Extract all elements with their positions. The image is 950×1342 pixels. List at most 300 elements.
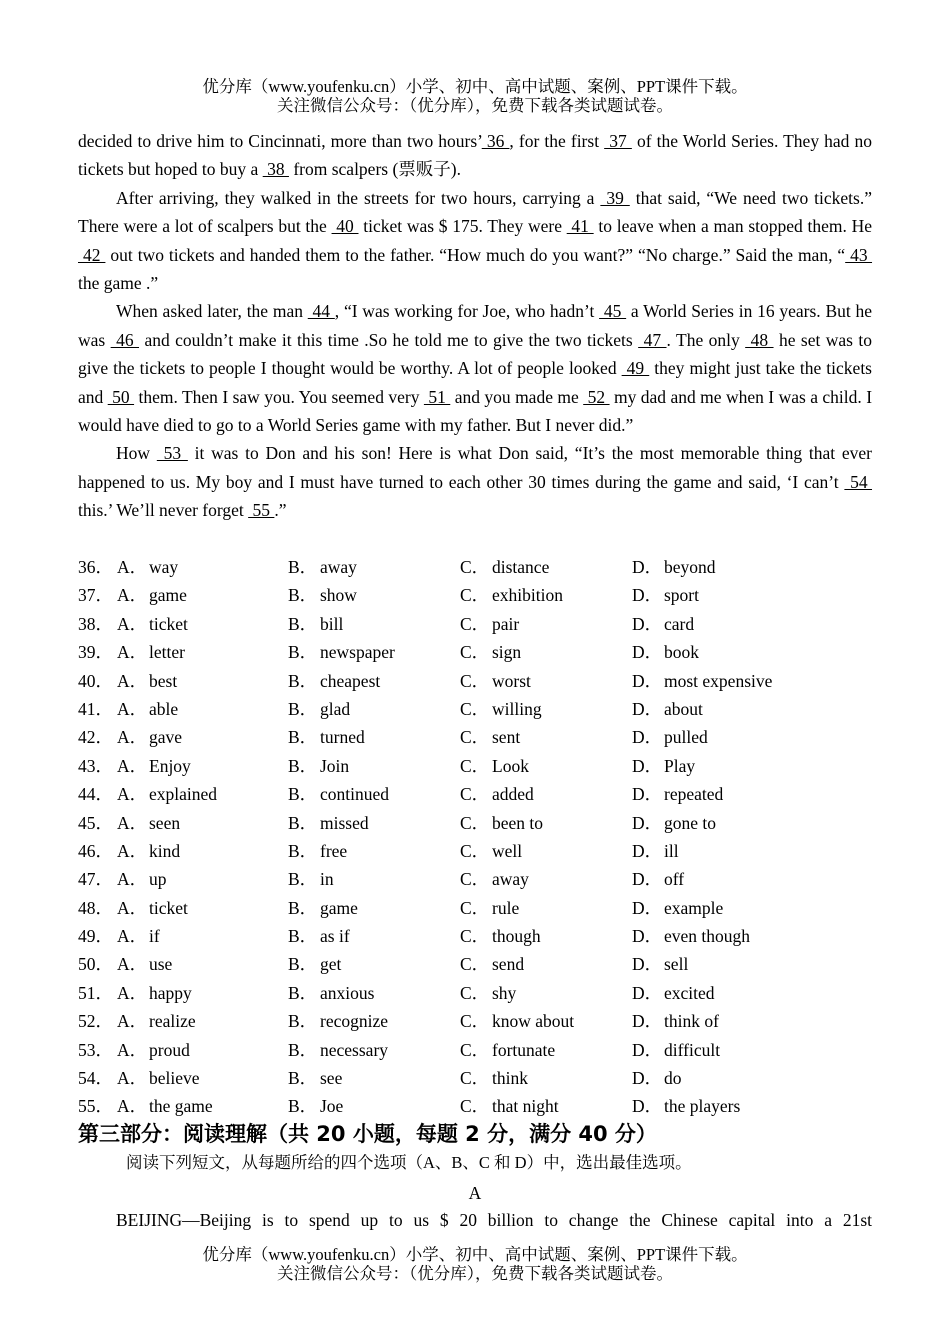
option-row — [78, 1007, 872, 1035]
option-letter-c: C． — [460, 642, 490, 663]
option-col-a — [78, 894, 288, 922]
option-col-a — [78, 809, 288, 837]
passage-text: it was to Don and his son! Here is what Don said, “It’s the most memorable thing that ever happened to us. My boy and I must have turned to each other 30 times during the game and said, ‘I can’t — [78, 443, 873, 492]
option-letter-b: B． — [288, 727, 318, 748]
option-b: see — [320, 1068, 343, 1089]
passage-a-first-line: BEIJING—Beijing is to spend up to us $ 20 billion to change the Chinese capital into a 21st — [116, 1210, 872, 1230]
option-letter-b: B． — [288, 585, 318, 606]
option-d: repeated — [664, 784, 724, 805]
option-col-d — [632, 979, 872, 1007]
option-letter-b: B． — [288, 1096, 318, 1117]
option-col-c — [460, 1036, 632, 1064]
option-col-b — [288, 1036, 460, 1064]
option-col-c — [460, 1007, 632, 1035]
option-letter-d: D． — [632, 642, 663, 663]
question-number: 40． — [78, 670, 113, 691]
option-c: distance — [492, 557, 550, 577]
option-letter-d: D． — [632, 1011, 663, 1032]
passage-text: from scalpers (票贩子). — [288, 159, 461, 180]
option-c: exhibition — [492, 585, 563, 606]
option-c: been to — [492, 812, 544, 833]
option-a: happy — [149, 982, 192, 1003]
option-letter-a: A． — [117, 755, 148, 776]
option-d: ill — [664, 840, 679, 861]
question-number: 51． — [78, 982, 113, 1003]
blank-39: 39 — [600, 187, 630, 208]
option-a: up — [149, 869, 167, 890]
option-b: anxious — [320, 982, 375, 1003]
option-a: able — [149, 698, 179, 719]
option-letter-d: D． — [632, 840, 663, 861]
option-col-d — [632, 780, 872, 808]
option-col-c — [460, 780, 632, 808]
option-col-a — [78, 950, 288, 978]
option-letter-d: D． — [632, 982, 663, 1003]
option-b: Joe — [320, 1096, 344, 1117]
option-letter-c: C． — [460, 755, 490, 776]
option-col-d — [632, 922, 872, 950]
passage-text: How — [116, 443, 157, 464]
option-b: Join — [320, 755, 350, 776]
option-letter-c: C． — [460, 784, 490, 805]
question-number: 54． — [78, 1068, 113, 1089]
passage-text: decided to drive him to Cincinnati, more than two hours’ — [78, 131, 482, 151]
option-c: sign — [492, 642, 522, 663]
option-letter-d: D． — [632, 698, 663, 719]
option-letter-a: A． — [117, 926, 148, 947]
passage-text: and you made me — [450, 386, 584, 407]
passage-text: When asked later, the man — [116, 301, 308, 322]
option-letter-c: C． — [460, 557, 490, 577]
option-col-c — [460, 752, 632, 780]
option-col-a — [78, 581, 288, 609]
option-letter-a: A． — [117, 784, 148, 805]
option-a: ticket — [149, 613, 188, 634]
question-number: 43． — [78, 755, 113, 776]
option-a: best — [149, 670, 178, 691]
option-col-a — [78, 610, 288, 638]
option-c: think — [492, 1068, 528, 1089]
option-d: example — [664, 897, 724, 918]
option-col-c — [460, 950, 632, 978]
option-col-d — [632, 610, 872, 638]
blank-46: 46 — [110, 329, 140, 350]
option-letter-c: C． — [460, 727, 490, 748]
option-d: gone to — [664, 812, 717, 833]
option-col-c — [460, 837, 632, 865]
option-letter-d: D． — [632, 926, 663, 947]
option-col-b — [288, 1092, 460, 1120]
blank-47: 47 — [638, 329, 667, 350]
option-row — [78, 553, 872, 581]
option-row — [78, 894, 872, 922]
option-letter-b: B． — [288, 926, 318, 947]
blank-36: 36 — [481, 131, 510, 151]
option-col-c — [460, 922, 632, 950]
option-letter-a: A． — [117, 954, 148, 975]
footer-line-2: 关注微信公众号：（优分库），免费下载各类试题试卷。 — [277, 1264, 673, 1283]
option-letter-d: D． — [632, 557, 663, 577]
option-col-d — [632, 1007, 872, 1035]
option-row — [78, 979, 872, 1007]
option-letter-b: B． — [288, 784, 318, 805]
footer-line-1: 优分库（www.youfenku.cn）小学、初中、高中试题、案例、PPT课件下载。 — [202, 1245, 748, 1264]
option-letter-a: A． — [117, 1039, 148, 1060]
option-col-c — [460, 723, 632, 751]
option-col-a — [78, 638, 288, 666]
option-col-b — [288, 950, 460, 978]
option-a: letter — [149, 642, 185, 663]
option-b: free — [320, 840, 348, 861]
passage-text: the game .” — [78, 273, 159, 294]
option-letter-a: A． — [117, 897, 148, 918]
option-col-c — [460, 894, 632, 922]
option-c: sent — [492, 727, 521, 748]
option-col-c — [460, 1064, 632, 1092]
passage-paragraph-1 — [78, 127, 872, 184]
option-col-b — [288, 780, 460, 808]
option-a: explained — [149, 784, 218, 805]
option-letter-b: B． — [288, 613, 318, 634]
option-row — [78, 1092, 872, 1120]
option-col-b — [288, 894, 460, 922]
blank-51: 51 — [423, 386, 451, 407]
option-c: pair — [492, 613, 520, 634]
blank-43: 43 — [845, 244, 873, 265]
option-col-d — [632, 695, 872, 723]
option-d: book — [664, 642, 699, 663]
option-letter-d: D． — [632, 1068, 663, 1089]
question-number: 36． — [78, 557, 113, 577]
option-row — [78, 1064, 872, 1092]
option-col-c — [460, 979, 632, 1007]
option-letter-b: B． — [288, 1011, 318, 1032]
option-b: away — [320, 557, 357, 577]
option-col-b — [288, 979, 460, 1007]
option-col-d — [632, 865, 872, 893]
passage-text: they might just take the tickets and — [78, 358, 872, 407]
option-a: seen — [149, 812, 181, 833]
option-d: sell — [664, 954, 689, 975]
option-col-b — [288, 610, 460, 638]
option-col-a — [78, 1007, 288, 1035]
option-col-b — [288, 553, 460, 581]
option-col-c — [460, 581, 632, 609]
option-col-d — [632, 1064, 872, 1092]
passage-text: , for the first — [509, 131, 605, 151]
option-letter-b: B． — [288, 1039, 318, 1060]
option-letter-a: A． — [117, 557, 148, 577]
blank-38: 38 — [262, 159, 289, 180]
passage-paragraph-4 — [78, 439, 872, 524]
option-letter-d: D． — [632, 869, 663, 890]
option-d: pulled — [664, 727, 708, 748]
option-col-d — [632, 950, 872, 978]
option-col-b — [288, 723, 460, 751]
option-c: Look — [492, 755, 529, 776]
option-c: willing — [492, 698, 542, 719]
passage-text: and couldn’t make it this time .So he told me to give the two tickets — [139, 329, 639, 350]
passage-text: . The only — [666, 329, 746, 350]
option-col-a — [78, 922, 288, 950]
option-col-a — [78, 780, 288, 808]
option-letter-b: B． — [288, 642, 318, 663]
option-col-d — [632, 1036, 872, 1064]
option-row — [78, 695, 872, 723]
option-col-d — [632, 638, 872, 666]
option-col-b — [288, 922, 460, 950]
option-col-d — [632, 894, 872, 922]
option-d: Play — [664, 755, 696, 776]
question-number: 41． — [78, 698, 113, 719]
question-number: 39． — [78, 642, 113, 663]
option-letter-c: C． — [460, 812, 490, 833]
option-letter-a: A． — [117, 698, 148, 719]
option-b: continued — [320, 784, 390, 805]
passage-text: my dad and me when I was a child. I would have died to go to a World Series game with my father. But I never did.” — [78, 386, 873, 436]
option-a: game — [149, 585, 187, 606]
question-number: 52． — [78, 1011, 113, 1032]
question-number: 45． — [78, 812, 113, 833]
option-letter-c: C． — [460, 670, 490, 691]
option-col-d — [632, 667, 872, 695]
question-number: 55． — [78, 1096, 113, 1117]
passage-text: After arriving, they walked in the streets for two hours, carrying a — [116, 187, 601, 208]
option-col-c — [460, 638, 632, 666]
option-letter-d: D． — [632, 1096, 663, 1117]
option-a: gave — [149, 727, 183, 748]
option-letter-a: A． — [117, 812, 148, 833]
option-d: sport — [664, 585, 699, 606]
option-letter-b: B． — [288, 755, 318, 776]
question-number: 53． — [78, 1039, 113, 1060]
question-number: 48． — [78, 897, 113, 918]
option-col-a — [78, 723, 288, 751]
option-col-a — [78, 1064, 288, 1092]
page-footer — [0, 1245, 950, 1283]
option-c: away — [492, 869, 529, 890]
option-col-b — [288, 752, 460, 780]
blank-41: 41 — [566, 216, 594, 237]
option-col-b — [288, 638, 460, 666]
option-a: realize — [149, 1011, 196, 1032]
option-col-b — [288, 809, 460, 837]
option-col-d — [632, 553, 872, 581]
option-c: worst — [492, 670, 531, 691]
option-c: though — [492, 926, 541, 947]
option-letter-b: B． — [288, 840, 318, 861]
option-a: the game — [149, 1096, 213, 1117]
option-c: know about — [492, 1011, 575, 1032]
option-letter-d: D． — [632, 1039, 663, 1060]
option-row — [78, 922, 872, 950]
option-col-a — [78, 553, 288, 581]
blank-55: 55 — [248, 500, 275, 521]
option-c: fortunate — [492, 1039, 556, 1060]
option-col-a — [78, 695, 288, 723]
option-letter-d: D． — [632, 727, 663, 748]
option-row — [78, 837, 872, 865]
blank-37: 37 — [604, 131, 632, 151]
passage-text: this.’ We’ll never forget — [78, 500, 249, 521]
option-col-c — [460, 553, 632, 581]
option-col-a — [78, 1036, 288, 1064]
option-letter-d: D． — [632, 897, 663, 918]
option-a: ticket — [149, 897, 188, 918]
option-letter-a: A． — [117, 727, 148, 748]
option-letter-a: A． — [117, 982, 148, 1003]
option-col-a — [78, 752, 288, 780]
option-d: do — [664, 1068, 682, 1089]
option-d: difficult — [664, 1039, 721, 1060]
option-b: missed — [320, 812, 369, 833]
option-d: off — [664, 869, 685, 890]
option-c: added — [492, 784, 534, 805]
option-a: believe — [149, 1068, 200, 1089]
option-col-d — [632, 1092, 872, 1120]
option-col-a — [78, 667, 288, 695]
blank-50: 50 — [107, 386, 135, 407]
option-col-d — [632, 723, 872, 751]
question-number: 37． — [78, 585, 113, 606]
option-d: think of — [664, 1011, 719, 1032]
option-letter-d: D． — [632, 784, 663, 805]
option-b: glad — [320, 698, 351, 719]
blank-54: 54 — [844, 471, 873, 492]
answer-options — [78, 553, 872, 1121]
passage-paragraph-3 — [78, 297, 872, 439]
option-col-c — [460, 695, 632, 723]
option-a: if — [149, 926, 160, 947]
option-col-b — [288, 1007, 460, 1035]
question-number: 49． — [78, 926, 113, 947]
passage-text: a World Series in 16 years. But he was — [78, 301, 873, 350]
option-letter-c: C． — [460, 698, 490, 719]
option-letter-a: A． — [117, 585, 148, 606]
section-3-title: 第三部分：阅读理解（共 20 小题，每题 2 分，满分 40 分） — [78, 1122, 657, 1146]
passage-paragraph-2 — [78, 184, 872, 298]
option-b: get — [320, 954, 342, 975]
option-b: as if — [320, 926, 350, 947]
option-letter-b: B． — [288, 982, 318, 1003]
option-a: proud — [149, 1039, 190, 1060]
option-col-d — [632, 809, 872, 837]
option-c: that night — [492, 1096, 559, 1117]
option-d: most expensive — [664, 670, 773, 691]
blank-48: 48 — [745, 329, 774, 350]
option-col-c — [460, 865, 632, 893]
option-letter-a: A． — [117, 642, 148, 663]
option-col-b — [288, 837, 460, 865]
blank-42: 42 — [78, 244, 106, 265]
option-c: send — [492, 954, 525, 975]
option-letter-a: A． — [117, 1096, 148, 1117]
option-col-c — [460, 809, 632, 837]
header-line-2: 关注微信公众号：（优分库），免费下载各类试题试卷。 — [277, 96, 673, 115]
option-letter-d: D． — [632, 954, 663, 975]
option-col-a — [78, 1092, 288, 1120]
option-row — [78, 780, 872, 808]
passage-a-heading: A — [468, 1183, 482, 1203]
option-letter-a: A． — [117, 869, 148, 890]
option-d: the players — [664, 1096, 741, 1117]
passage-text: out two tickets and handed them to the father. “How much do you want?” “No charge.” Said the man, “ — [105, 244, 846, 265]
passage-text: he set was to give the tickets to people I thought would be worthy. A lot of people looked — [78, 329, 873, 379]
option-col-a — [78, 837, 288, 865]
option-letter-b: B． — [288, 897, 318, 918]
option-row — [78, 865, 872, 893]
option-row — [78, 950, 872, 978]
cloze-passage — [78, 127, 872, 525]
option-letter-d: D． — [632, 585, 663, 606]
option-b: game — [320, 897, 358, 918]
option-row — [78, 581, 872, 609]
option-letter-c: C． — [460, 954, 490, 975]
blank-45: 45 — [599, 301, 627, 322]
option-letter-a: A． — [117, 840, 148, 861]
option-letter-c: C． — [460, 1068, 490, 1089]
option-letter-c: C． — [460, 869, 490, 890]
option-letter-d: D． — [632, 812, 663, 833]
option-row — [78, 610, 872, 638]
option-b: necessary — [320, 1039, 389, 1060]
option-col-d — [632, 752, 872, 780]
passage-text: to leave when a man stopped them. He — [593, 216, 872, 237]
blank-53: 53 — [156, 443, 188, 464]
option-col-b — [288, 667, 460, 695]
option-d: card — [664, 613, 695, 634]
question-number: 47． — [78, 869, 113, 890]
option-col-c — [460, 610, 632, 638]
option-letter-c: C． — [460, 613, 490, 634]
option-letter-a: A． — [117, 1068, 148, 1089]
option-b: in — [320, 869, 334, 890]
option-row — [78, 723, 872, 751]
option-d: beyond — [664, 557, 716, 577]
passage-text: that said, “We need two tickets.” There were a lot of scalpers but the — [78, 187, 872, 237]
option-a: way — [149, 557, 179, 577]
option-col-b — [288, 1064, 460, 1092]
option-letter-c: C． — [460, 1039, 490, 1060]
option-letter-b: B． — [288, 954, 318, 975]
option-letter-c: C． — [460, 1096, 490, 1117]
blank-52: 52 — [583, 386, 610, 407]
option-letter-b: B． — [288, 869, 318, 890]
question-number: 50． — [78, 954, 113, 975]
passage-text: , “I was working for Joe, who hadn’t — [334, 301, 600, 322]
question-number: 44． — [78, 784, 113, 805]
option-letter-c: C． — [460, 982, 490, 1003]
option-row — [78, 752, 872, 780]
option-col-b — [288, 865, 460, 893]
option-letter-b: B． — [288, 670, 318, 691]
passage-text: ticket was $ 175. They were — [358, 216, 567, 237]
option-b: turned — [320, 727, 365, 748]
blank-49: 49 — [621, 358, 650, 379]
header-line-1: 优分库（www.youfenku.cn）小学、初中、高中试题、案例、PPT课件下载。 — [202, 77, 748, 96]
option-letter-d: D． — [632, 670, 663, 691]
option-letter-c: C． — [460, 926, 490, 947]
option-c: rule — [492, 897, 520, 918]
option-letter-b: B． — [288, 1068, 318, 1089]
option-letter-c: C． — [460, 897, 490, 918]
option-letter-a: A． — [117, 1011, 148, 1032]
option-col-a — [78, 979, 288, 1007]
option-col-b — [288, 581, 460, 609]
passage-text: them. Then I saw you. You seemed very — [134, 386, 424, 407]
question-number: 38． — [78, 613, 113, 634]
option-c: shy — [492, 982, 517, 1003]
